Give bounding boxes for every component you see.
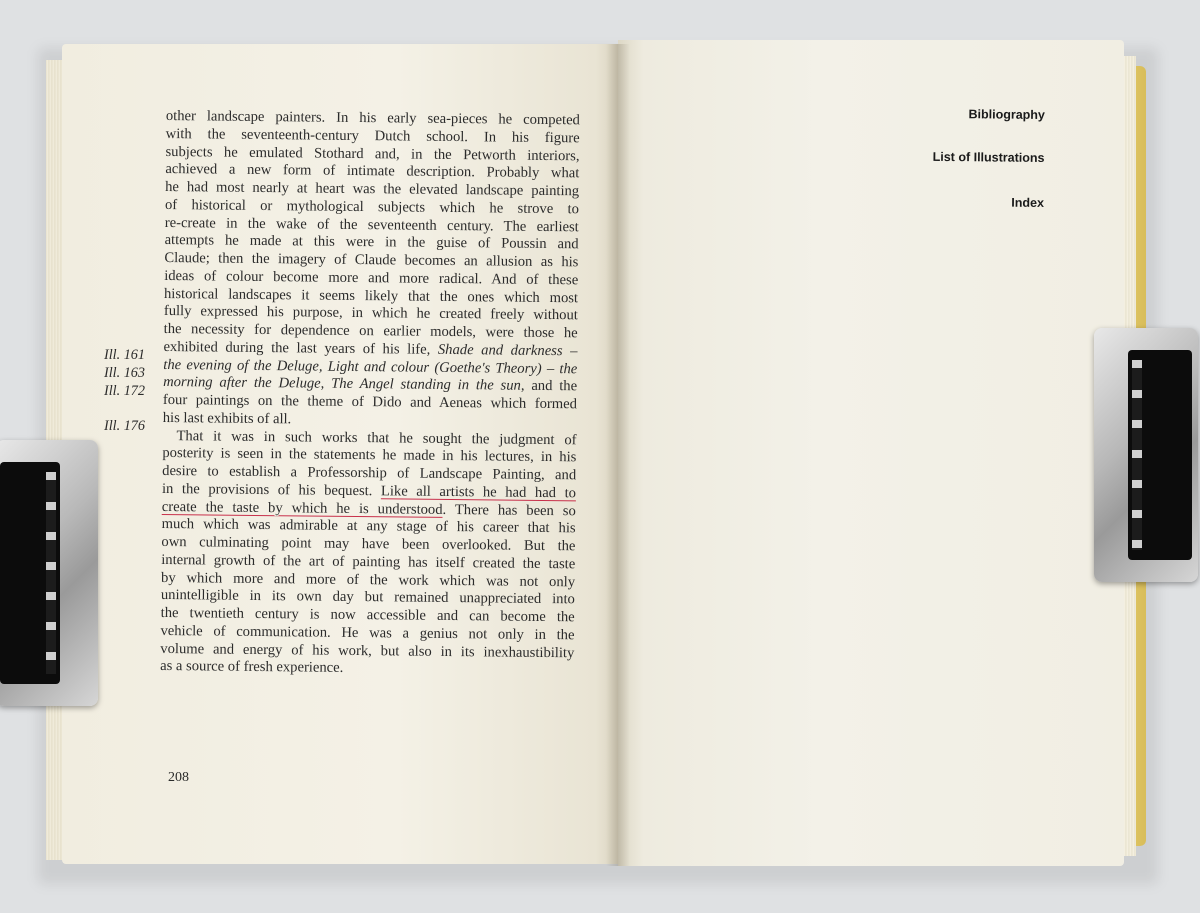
text-line: other landscape painters. In his early sea-pieces he competed bbox=[165, 108, 580, 129]
text-line: attempts he made at this were in the guise of Poussin and bbox=[164, 232, 579, 253]
binder-clip-left bbox=[0, 440, 98, 706]
binder-clip-right bbox=[1094, 328, 1198, 582]
margin-notes bbox=[104, 347, 164, 436]
text-line: much which was admirable at any stage of his career that his bbox=[161, 516, 576, 537]
text-line: posterity is seen in the statements he made in his lectures, in his bbox=[162, 445, 577, 466]
text-line: he had most nearly at heart was the elevated landscape painting bbox=[165, 178, 580, 200]
text-line: subjects he emulated Stothard and, in the Petworth interiors, bbox=[165, 143, 580, 164]
artwork-title: Shade and darkness – bbox=[437, 341, 578, 360]
underlined-quote: Like all artists he had had to bbox=[380, 483, 577, 502]
text-line: That it was in such works that he sought the judgment of bbox=[176, 427, 577, 448]
artwork-title: the evening of the Deluge, Light and colour (Goethe's Theory) – the bbox=[163, 356, 578, 377]
text-run: , bbox=[320, 375, 332, 392]
text-line: Claude; then the imagery of Claude becomes an allusion as his bbox=[164, 249, 579, 271]
artwork-title: morning after the Deluge bbox=[163, 374, 321, 392]
text-line: unintelligible in its own day but remained unappreciated into bbox=[160, 587, 575, 608]
margin-note: Ill. 161 bbox=[104, 347, 145, 363]
artwork-title: The Angel standing in the sun bbox=[331, 375, 521, 394]
contents-item-bibliography[interactable]: Bibliography bbox=[968, 107, 1045, 122]
text-line: desire to establish a Professorship of Landscape Painting, and bbox=[162, 462, 577, 484]
text-line: by which more and more of the work which was not only bbox=[160, 569, 576, 590]
text-line: his last exhibits of all. bbox=[162, 409, 292, 428]
binder-clip-left-spring bbox=[0, 462, 60, 684]
margin-note: Ill. 163 bbox=[104, 364, 145, 381]
text-line: with the seventeenth-century Dutch school. In his figure bbox=[165, 125, 580, 147]
margin-note bbox=[104, 400, 164, 418]
text-run: exhibited during the last years of his life, bbox=[163, 338, 439, 358]
text-line: own culminating point may have been overlooked. But the bbox=[161, 533, 576, 555]
underlined-quote: create the taste by which he is understood bbox=[161, 498, 443, 518]
text-run: , and the bbox=[520, 377, 578, 395]
page-number: 208 bbox=[168, 770, 189, 785]
body-text bbox=[160, 108, 580, 680]
text-line: vehicle of communication. He was a genius not only in the bbox=[160, 622, 575, 644]
text-line: the necessity for dependence on earlier models, were those he bbox=[163, 320, 578, 342]
contents-item-list-of-illustrations[interactable]: List of Illustrations bbox=[932, 149, 1045, 165]
right-page bbox=[618, 40, 1124, 866]
text-line: as a source of fresh experience. bbox=[160, 658, 344, 677]
contents-item-index[interactable]: Index bbox=[1011, 195, 1045, 210]
text-line: internal growth of the art of painting has itself created the taste bbox=[161, 551, 576, 573]
text-line: re-create in the wake of the seventeenth century. The earliest bbox=[164, 214, 579, 235]
text-line: ideas of colour become more and more radical. And of these bbox=[164, 267, 579, 289]
book-gutter bbox=[606, 44, 630, 866]
binder-clip-right-spring bbox=[1128, 350, 1192, 560]
text-line: historical landscapes it seems likely that the ones which most bbox=[163, 285, 579, 306]
text-line: of historical or mythological subjects which he strove to bbox=[164, 196, 580, 218]
text-run: in the provisions of his bequest. bbox=[161, 480, 382, 500]
text-line: four paintings on the theme of Dido and Aeneas which formed bbox=[162, 391, 578, 413]
text-line: the twentieth century is now accessible and can become the bbox=[160, 604, 575, 626]
margin-note: Ill. 172 bbox=[104, 382, 145, 399]
text-run: . There has been so bbox=[442, 501, 576, 519]
text-line: fully expressed his purpose, in which he created freely without bbox=[163, 303, 578, 324]
text-line: volume and energy of his work, but also in its inexhaustibility bbox=[160, 640, 575, 661]
margin-note: Ill. 176 bbox=[104, 418, 145, 434]
text-line: achieved a new form of intimate description. Probably what bbox=[165, 161, 580, 182]
